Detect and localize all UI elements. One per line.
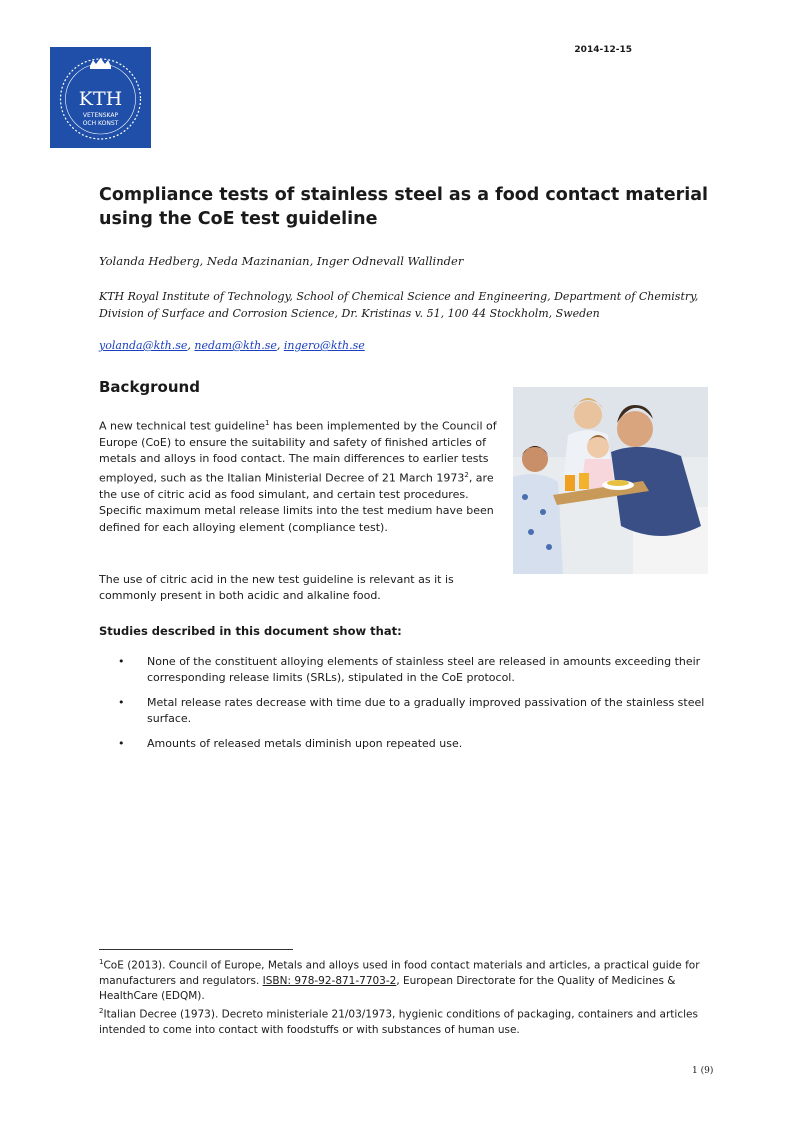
email-link-inger[interactable]: ingero@kth.se bbox=[283, 339, 365, 352]
para-text: , are the use of citric acid as food simulant, and certain test procedures. Specific maximum metal release limits into the test medium have been defined for each alloying element (compliance test). bbox=[99, 471, 494, 534]
footnote-2 bbox=[99, 1004, 709, 1038]
background-paragraph-1 bbox=[99, 415, 504, 536]
footnote-ref-1: 1 bbox=[264, 419, 270, 427]
studies-heading: Studies described in this document show that: bbox=[99, 624, 402, 638]
kth-logo bbox=[50, 47, 151, 148]
background-paragraph-2: The use of citric acid in the new test guideline is relevant as it is commonly present in both acidic and alkaline food. bbox=[99, 573, 454, 603]
kth-seal-icon bbox=[50, 47, 151, 148]
document-date: 2014-12-15 bbox=[574, 45, 632, 55]
page-number: 1 (9) bbox=[692, 1066, 714, 1076]
document-title: Compliance tests of stainless steel as a food contact material using the CoE test guideline bbox=[99, 185, 709, 229]
bullet-icon: • bbox=[118, 737, 125, 751]
email-link-neda[interactable]: nedam@kth.se bbox=[194, 339, 277, 352]
footnote-marker: 1 bbox=[99, 958, 104, 966]
footnote-marker: 2 bbox=[99, 1007, 104, 1016]
footnote-divider bbox=[99, 949, 293, 950]
list-item bbox=[118, 695, 718, 726]
svg-text:OCH KONST: OCH KONST bbox=[82, 120, 119, 127]
para-text: A new technical test guideline bbox=[99, 419, 265, 433]
list-item bbox=[118, 654, 718, 685]
findings-list bbox=[118, 654, 718, 762]
footnote-text: CoE (2013). Council of Europe, Metals and alloys used in food contact materials and articles, a practical guide for manufacturers and regulators. bbox=[99, 959, 700, 987]
affiliation: KTH Royal Institute of Technology, School of Chemical Science and Engineering, Department of Chemistry, Division of Surface and Corrosion Science, Dr. Kristinas v. 51, 100 44 Stockholm, Sweden bbox=[99, 290, 699, 320]
footnotes bbox=[99, 955, 709, 1038]
author-list: Yolanda Hedberg, Neda Mazinanian, Inger Odnevall Wallinder bbox=[99, 254, 464, 268]
footnote-1 bbox=[99, 955, 709, 1004]
email-link-yolanda[interactable]: yolanda@kth.se bbox=[99, 339, 188, 352]
family-photo bbox=[513, 387, 708, 574]
list-item-text: None of the constituent alloying elements of stainless steel are released in amounts exceeding their corresponding release limits (SRLs), stipulated in the CoE protocol. bbox=[147, 655, 701, 684]
svg-text:KTH: KTH bbox=[78, 88, 123, 110]
email-separator: , bbox=[276, 339, 284, 352]
isbn-link[interactable]: ISBN: 978-92-871-7703-2 bbox=[262, 974, 397, 987]
footnote-text: , European Directorate for the Quality of Medicines & HealthCare (EDQM). bbox=[99, 974, 676, 1002]
background-heading: Background bbox=[99, 378, 200, 396]
list-item-text: Amounts of released metals diminish upon repeated use. bbox=[147, 737, 463, 751]
list-item-text: Metal release rates decrease with time due to a gradually improved passivation of the stainless steel surface. bbox=[147, 696, 705, 725]
svg-text:VETENSKAP: VETENSKAP bbox=[82, 112, 119, 119]
bullet-icon: • bbox=[118, 655, 125, 668]
footnote-ref-2: 2 bbox=[464, 471, 469, 480]
list-item bbox=[118, 736, 718, 752]
bullet-icon: • bbox=[118, 696, 125, 710]
para-text: has been implemented by the Council of Europe (CoE) to ensure the suitability and safety of finished articles of metals and alloys in food contact. The main differences to earlier tests employed, such as the Italian Ministerial Decree of 21 March 1973 bbox=[99, 419, 497, 485]
email-list bbox=[99, 339, 365, 352]
footnote-text: Italian Decree (1973). Decreto ministeriale 21/03/1973, hygienic conditions of packaging, containers and articles intended to come into contact with foodstuffs or with substances of human use. bbox=[99, 1008, 698, 1036]
email-separator: , bbox=[187, 339, 195, 352]
